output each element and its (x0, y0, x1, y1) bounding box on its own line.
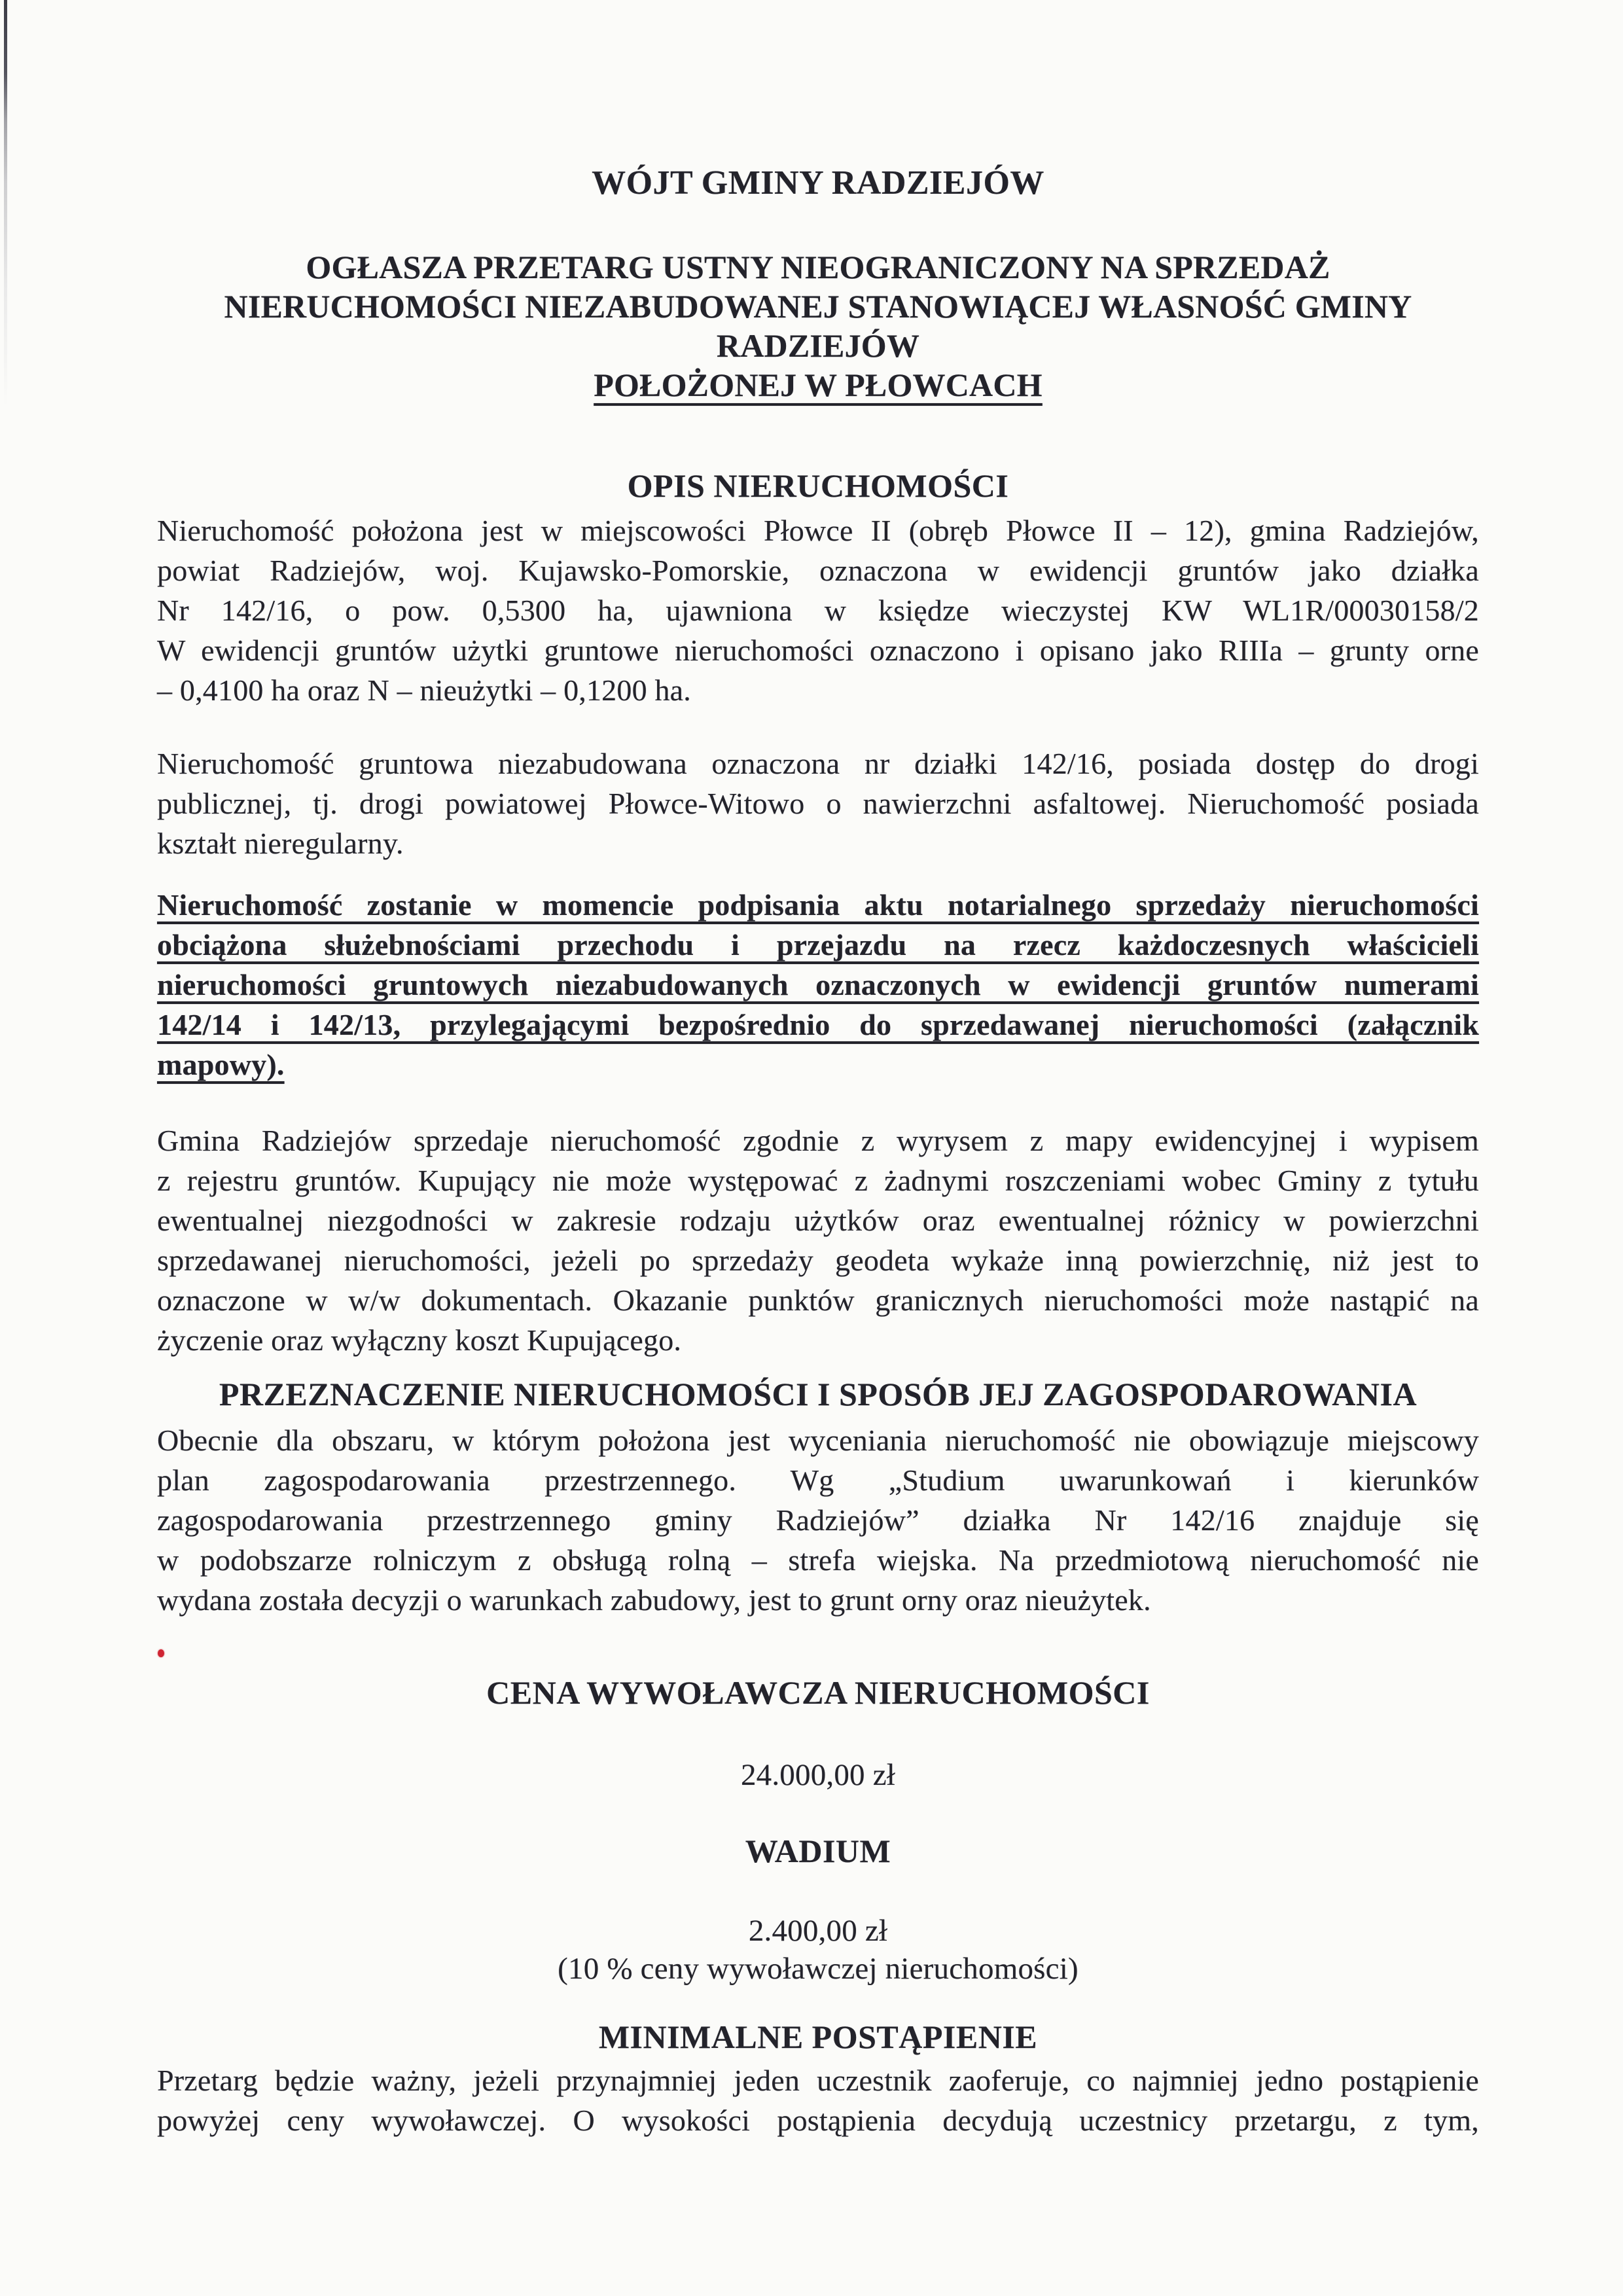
paragraph-line: życzenie oraz wyłączny koszt Kupującego. (157, 1323, 682, 1357)
cena-heading-block (157, 1673, 1479, 1712)
paragraph-line: zagospodarowania przestrzennego gminy Radziejów” działka Nr 142/16 znajduje się (157, 1503, 1479, 1537)
paragraph-line: ewentualnej niezgodności w zakresie rodzaju użytków oraz ewentualnej różnicy w powierzchni (157, 1204, 1479, 1237)
opis-paragraph-4 (157, 1121, 1479, 1360)
paragraph-line: sprzedawanej nieruchomości, jeżeli po sprzedaży geodeta wykaże inną powierzchnię, niż jest to (157, 1244, 1479, 1277)
paragraph-line: wydana została decyzji o warunkach zabudowy, jest to grunt orny oraz nieużytek. (157, 1583, 1151, 1617)
przeznaczenie-heading: PRZEZNACZENIE NIERUCHOMOŚCI I SPOSÓB JEJ ZAGOSPODAROWANIA (219, 1376, 1418, 1412)
wadium-note-block (157, 1949, 1479, 1989)
paragraph-line: powiat Radziejów, woj. Kujawsko-Pomorskie, oznaczona w ewidencji gruntów jako działka (157, 554, 1479, 587)
wadium-note: (10 % ceny wywoławczej nieruchomości) (558, 1952, 1079, 1986)
paragraph-line: oznaczone w w/w dokumentach. Okazanie punktów granicznych nieruchomości może nastąpić na (157, 1283, 1479, 1317)
opis-heading: OPIS NIERUCHOMOŚCI (627, 467, 1009, 504)
postapienie-heading: MINIMALNE POSTĄPIENIE (598, 2018, 1038, 2055)
servitude-bold-underlined-paragraph (157, 885, 1479, 1085)
paragraph-line: nieruchomości gruntowych niezabudowanych oznaczonych w ewidencji gruntów numerami (157, 968, 1479, 1001)
wadium-value: 2.400,00 zł (748, 1914, 888, 1948)
postapienie-heading-block (157, 2017, 1479, 2056)
opis-paragraph-2 (157, 744, 1479, 863)
location-line: POŁOŻONEJ W PŁOWCACH (594, 367, 1043, 403)
paragraph-line: publicznej, tj. drogi powiatowej Płowce-Witowo o nawierzchni asfaltowej. Nieruchomość posiada (157, 787, 1479, 820)
red-ink-dot-artifact (158, 1649, 164, 1657)
document-title: WÓJT GMINY RADZIEJÓW (592, 164, 1044, 202)
wadium-value-block (157, 1911, 1479, 1951)
paragraph-line: Nieruchomość zostanie w momencie podpisania aktu notarialnego sprzedaży nieruchomości (157, 888, 1479, 922)
opis-paragraph-1 (157, 511, 1479, 710)
przeznaczenie-heading-block (157, 1374, 1479, 1414)
paragraph-line: – 0,4100 ha oraz N – nieużytki – 0,1200 ha. (157, 673, 691, 707)
paragraph-line: Obecnie dla obszaru, w którym położona jest wyceniania nieruchomość nie obowiązuje miejscowy (157, 1424, 1479, 1457)
paragraph-line: W ewidencji gruntów użytki gruntowe nieruchomości oznaczono i opisano jako RIIIa – grunty orne (157, 634, 1479, 667)
paragraph-line: Przetarg będzie ważny, jeżeli przynajmniej jeden uczestnik zaoferuje, co najmniej jedno postąpienie (157, 2064, 1479, 2097)
paragraph-line: powyżej ceny wywoławczej. O wysokości postąpienia decydują uczestnicy przetargu, z tym, (157, 2104, 1479, 2137)
cena-value-block (157, 1755, 1479, 1795)
wadium-heading-block (157, 1831, 1479, 1871)
paragraph-line: kształt nieregularny. (157, 827, 404, 860)
paragraph-line: plan zagospodarowania przestrzennego. Wg „Studium uwarunkowań i kierunków (157, 1463, 1479, 1497)
paragraph-line: w podobszarze rolniczym z obsługą rolną – strefa wiejska. Na przedmiotową nieruchomość nie (157, 1543, 1479, 1577)
paragraph-line: obciążona służebnościami przechodu i przejazdu na rzecz każdoczesnych właścicieli (157, 928, 1479, 961)
announcement-line: OGŁASZA PRZETARG USTNY NIEOGRANICZONY NA SPRZEDAŻ (306, 249, 1330, 285)
postapienie-paragraph (157, 2060, 1479, 2140)
announcement-line: RADZIEJÓW (716, 327, 920, 364)
paragraph-line: Nieruchomość położona jest w miejscowości Płowce II (obręb Płowce II – 12), gmina Radziejów, (157, 514, 1479, 547)
announcement-line: NIERUCHOMOŚCI NIEZABUDOWANEJ STANOWIĄCEJ WŁASNOŚĆ GMINY (224, 288, 1412, 325)
scan-edge-artifact (4, 0, 7, 406)
opis-section-heading-block (157, 466, 1479, 505)
document-header (157, 164, 1479, 203)
paragraph-line: Nr 142/16, o pow. 0,5300 ha, ujawniona w księdze wieczystej KW WL1R/00030158/2 (157, 594, 1479, 627)
wadium-heading: WADIUM (745, 1833, 891, 1869)
paragraph-line: z rejestru gruntów. Kupujący nie może występować z żadnymi roszczeniami wobec Gminy z tytułu (157, 1164, 1479, 1197)
paragraph-line: mapowy). (157, 1048, 285, 1081)
paragraph-line: Nieruchomość gruntowa niezabudowana oznaczona nr działki 142/16, posiada dostęp do drogi (157, 747, 1479, 780)
starting-price-value: 24.000,00 zł (740, 1758, 896, 1792)
cena-heading: CENA WYWOŁAWCZA NIERUCHOMOŚCI (486, 1674, 1150, 1711)
przeznaczenie-paragraph (157, 1420, 1479, 1620)
announcement-block (157, 247, 1479, 404)
paragraph-line: Gmina Radziejów sprzedaje nieruchomość zgodnie z wyrysem z mapy ewidencyjnej i wypisem (157, 1124, 1479, 1157)
paragraph-line: 142/14 i 142/13, przylegającymi bezpośrednio do sprzedawanej nieruchomości (załącznik (157, 1008, 1479, 1041)
